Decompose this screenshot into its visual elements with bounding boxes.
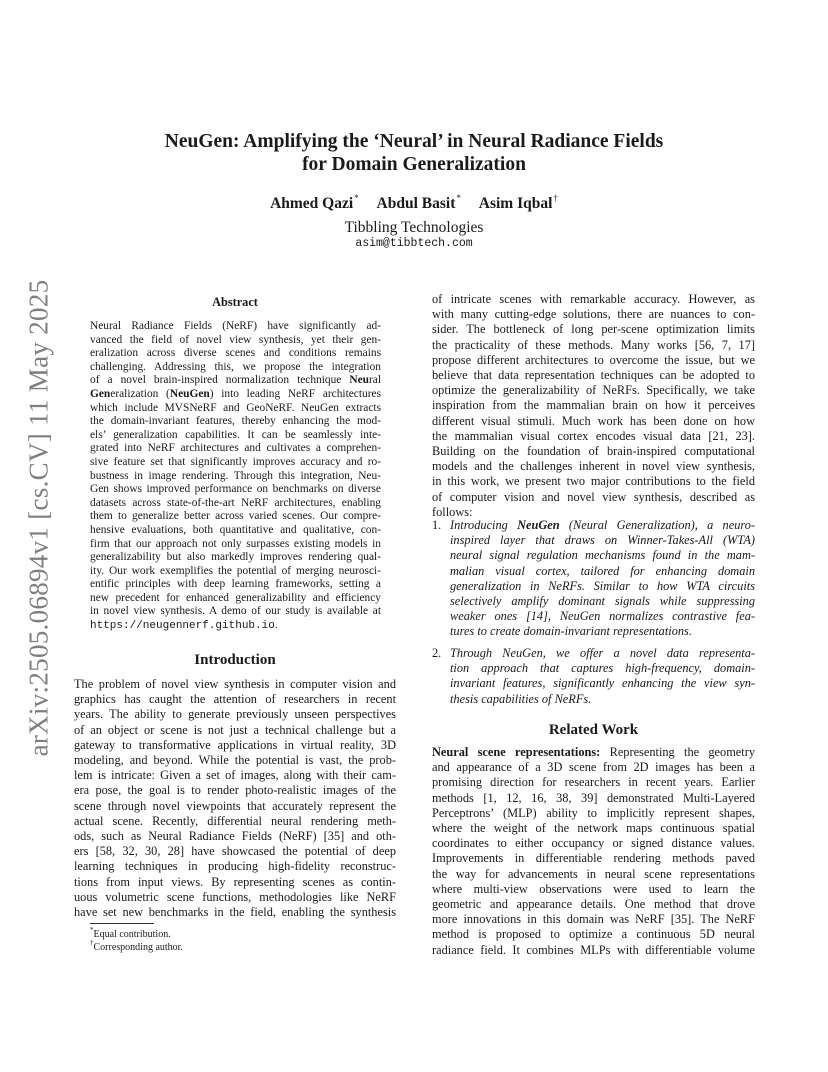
text-line: challenging. Addressing this, we propose the integration <box>90 360 381 373</box>
text-line: coordinates to either occupancy or signed distance values. <box>432 836 755 851</box>
text-line: the domain-invariant features, thereby enhancing the mod- <box>90 415 381 428</box>
text-line: the practicality of these methods. Many works [56, 7, 17] <box>432 337 755 352</box>
abstract-body <box>90 320 381 634</box>
title-line-1: NeuGen: Amplifying the ‘Neural’ in Neural Radiance Fields <box>164 131 664 152</box>
text-line: sider. The bottleneck of long per-scene optimization limits <box>432 322 755 337</box>
text-line: inspired layer that draws on Winner-Takes-All (WTA) <box>450 533 755 548</box>
text-line: uous volumetric scene functions, methodologies like NeRF <box>74 889 396 904</box>
text-line: hensive evaluations, both quantitative and qualitative, con- <box>90 523 381 536</box>
text-line: els’ generalization capabilities. It can be seamlessly inte- <box>90 428 381 441</box>
text-line: gateway to transformative applications in virtual reality, 3D <box>74 737 396 752</box>
text-line: different visual stimuli. Much work has been done on how <box>432 413 755 428</box>
text-line: https://neugennerf.github.io. <box>90 619 278 633</box>
text-line: where the weight of the network maps continuous spatial <box>432 821 755 836</box>
text-line: selectively amplify dominant signals while suppressing <box>450 594 755 609</box>
text-line: era pose, the goal is to render photo-realistic images of the <box>74 783 396 798</box>
text-line: neural signal regulation mechanisms found in the mam- <box>450 548 755 563</box>
text-line: propose different architectures to overcome the issue, but we <box>432 352 755 367</box>
text-line: of intricate scenes with remarkable accuracy. However, as <box>432 292 755 306</box>
demo-link[interactable]: https://neugennerf.github.io <box>90 620 275 633</box>
arxiv-id-text: arXiv:2505.06894v1 [cs.CV] 11 May 2025 <box>23 279 54 757</box>
text-line: where multi-view observations were used to learn the <box>432 881 755 896</box>
text-line: entific principles with deep learning frameworks, setting a <box>90 578 381 591</box>
related-work-heading: Related Work <box>548 722 639 738</box>
abstract-heading: Abstract <box>212 295 258 309</box>
affiliation: Tibbling Technologies <box>344 219 484 236</box>
text-line: tion approach that captures high-frequency, domain- <box>450 661 755 676</box>
text-line: models and the challenges inherent in novel view synthesis, <box>432 459 755 474</box>
text-line: eralization across diverse scenes and conditions remains <box>90 347 381 360</box>
related-work-body <box>432 745 755 958</box>
author: Asim Iqbal† <box>478 193 558 212</box>
text-line: have set new benchmarks in the field, enabling the synthesis <box>74 905 396 920</box>
text-line: learning techniques in producing high-fidelity reconstruc- <box>74 859 396 874</box>
text-line: Improvements in differentiable rendering methods paved <box>432 851 755 866</box>
text-line: tions from input views. By representing scenes as contin- <box>74 874 396 889</box>
footnote-equal-contribution: *Equal contribution. <box>90 926 171 940</box>
footnote-corresponding-author: †Corresponding author. <box>90 939 183 953</box>
arxiv-identifier <box>14 278 64 758</box>
text-line: Introducing NeuGen (Neural Generalization), a neuro- <box>450 518 755 532</box>
introduction-body <box>74 677 396 920</box>
text-line: ods, such as Neural Radiance Fields (NeRF) [35] and oth- <box>74 829 396 844</box>
footnote-rule <box>90 923 154 924</box>
text-line: malian visual cortex, tailored for enhancing domain <box>450 563 755 578</box>
author: Abdul Basit* <box>376 193 461 212</box>
text-line: inspiration from the mammalian brain on how it perceives <box>432 398 755 413</box>
text-line: more innovations in this domain was NeRF [35]. The NeRF <box>432 912 755 927</box>
text-line: and appearance of a 3D scene from 2D images has been a <box>432 760 755 775</box>
title-line-2: for Domain Generalization <box>302 154 526 175</box>
text-line: generalizability but also markedly improves rendering qual- <box>90 551 381 564</box>
text-line: the mammalian visual cortex encodes visual data [21, 23]. <box>432 428 755 443</box>
text-line: The problem of novel view synthesis in computer vision and <box>74 677 396 691</box>
text-line: radiance field. It combines MLPs with differentiable volume <box>432 942 755 957</box>
text-line: scene through novel viewpoints that accurately represent the <box>74 798 396 813</box>
text-line: lem is intricate: Given a set of images, along with their cam- <box>74 768 396 783</box>
list-body <box>450 646 755 707</box>
text-line: follows: <box>432 504 473 519</box>
text-line: Gen shows improved performance on benchmarks on diverse <box>90 483 381 496</box>
text-line: optimize the generalizability of NeRFs. Specifically, we take <box>432 383 755 398</box>
text-line: modeling, and beyond. While the potential is vast, the prob- <box>74 753 396 768</box>
paper-title <box>0 130 828 176</box>
text-line: Generalization (NeuGen) into leading NeRF architectures <box>90 387 381 400</box>
text-line: ers [58, 32, 30, 28] have showcased the potential of deep <box>74 844 396 859</box>
text-line: Perceptrons’ (MLP) ability to implicitly represent shapes, <box>432 805 755 820</box>
text-line: weaker ones [14], NeuGen normalizes contrastive fea- <box>450 609 755 624</box>
text-line: of an object or scene is not just a technical challenge but a <box>74 722 396 737</box>
contact-email: asim@tibbtech.com <box>355 237 473 250</box>
text-line: Building on the foundation of brain-inspired computational <box>432 444 755 459</box>
author: Ahmed Qazi* <box>270 193 359 212</box>
text-line: years. The ability to generate previously unseen perspectives <box>74 707 396 722</box>
list-number: 2. <box>432 646 442 660</box>
text-line: which include MVSNeRF and GeoNeRF. NeuGen extracts <box>90 401 381 414</box>
text-line: believe that data representation techniques can be adopted to <box>432 368 755 383</box>
introduction-heading: Introduction <box>194 652 276 668</box>
text-line: the way for advancements in neural scene representations <box>432 866 755 881</box>
text-line: Through NeuGen, we offer a novel data representa- <box>450 646 755 660</box>
text-line: Neural Radiance Fields (NeRF) have significantly ad- <box>90 320 381 332</box>
text-line: generalization in NeRFs. Similar to how WTA circuits <box>450 578 755 593</box>
text-line: vanced the field of novel view synthesis, yet their gen- <box>90 333 381 346</box>
text-line: invariant features, significantly enhancing the view syn- <box>450 676 755 691</box>
text-line: firm that our approach not only surpasses existing models in <box>90 537 381 550</box>
author-list <box>0 193 828 213</box>
text-line: them to generalize better across varied scenes. Our compre- <box>90 510 381 523</box>
text-line: actual scene. Recently, differential neural rendering meth- <box>74 813 396 828</box>
text-line: Neural scene representations: Representing the geometry <box>432 745 755 759</box>
text-line: methods [1, 12, 16, 38, 39] demonstrated Multi-Layered <box>432 790 755 805</box>
text-line: with many cutting-edge solutions, there are nuances to con- <box>432 307 755 322</box>
list-number: 1. <box>432 518 442 532</box>
text-line: tures to create domain-invariant representations. <box>450 624 692 639</box>
text-line: grated into NeRF architectures and cultivates a comprehen- <box>90 442 381 455</box>
text-line: datasets across state-of-the-art NeRF architectures, enabling <box>90 496 381 509</box>
text-line: of a novel brain-inspired normalization technique Neural <box>90 374 381 387</box>
text-line: method is proposed to optimize a continuous 5D neural <box>432 927 755 942</box>
text-line: of computer vision and novel view synthesis, described as <box>432 489 755 504</box>
text-line: ity. Our work exemplifies the potential of merging neurosci- <box>90 564 381 577</box>
text-line: in novel view synthesis. A demo of our study is available at <box>90 605 381 618</box>
text-line: new precedent for enhanced generalizability and efficiency <box>90 591 381 604</box>
text-line: promising direction for researchers in recent years. Earlier <box>432 775 755 790</box>
introduction-continued <box>432 292 755 520</box>
text-line: bustness in image rendering. Through this integration, Neu- <box>90 469 381 482</box>
text-line: graphics has caught the attention of researchers in recent <box>74 692 396 707</box>
text-line: in this work, we present two major contributions to the field <box>432 474 755 489</box>
text-line: sive feature set that significantly improves accuracy and ro- <box>90 455 381 468</box>
text-line: geometric and appearance details. One method that drove <box>432 897 755 912</box>
text-line: thesis capabilities of NeRFs. <box>450 691 592 706</box>
list-body <box>450 518 755 640</box>
